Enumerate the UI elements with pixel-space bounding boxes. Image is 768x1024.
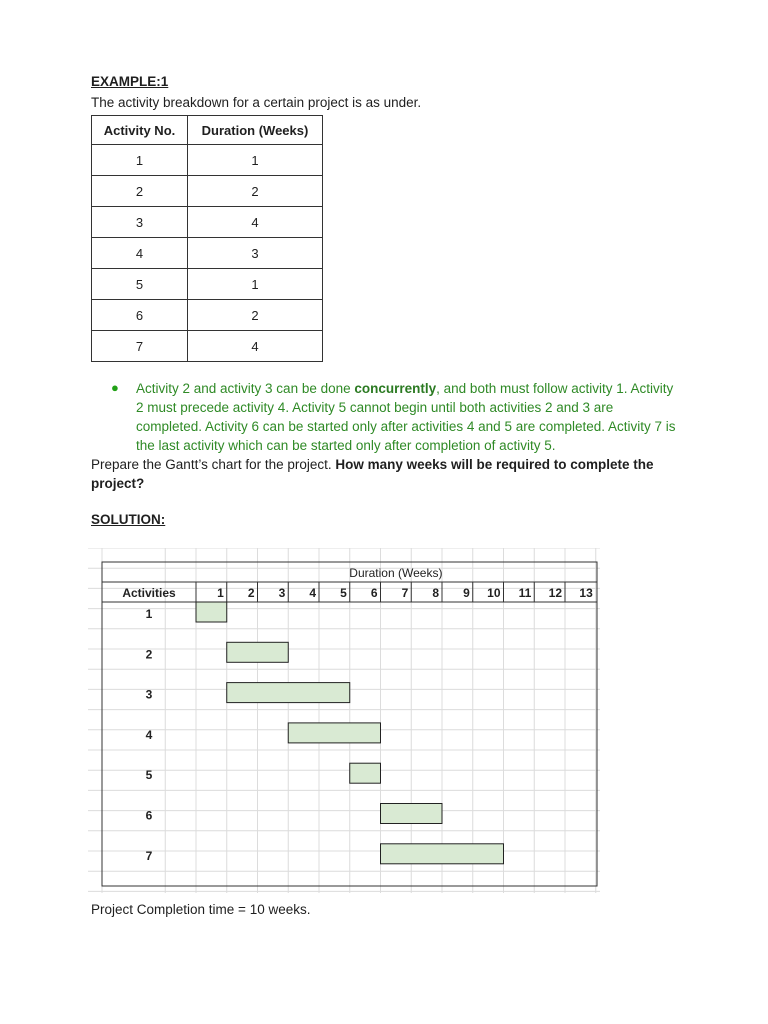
chart-title: Duration (Weeks)	[349, 566, 443, 580]
cell-duration: 4	[188, 207, 323, 238]
gantt-bar	[288, 723, 380, 743]
cell-activity: 6	[92, 300, 188, 331]
gantt-bar	[381, 804, 443, 824]
bullet-text-start: Activity 2 and activity 3 can be done	[136, 381, 355, 396]
week-label: 2	[247, 586, 255, 600]
week-label: 11	[518, 586, 532, 600]
gantt-bar	[227, 642, 289, 662]
prepare-text: Prepare the Gantt’s chart for the project.	[91, 457, 336, 472]
activity-label: 7	[145, 848, 153, 863]
cell-duration: 1	[188, 269, 323, 300]
bullet-emphasis: concurrently	[354, 381, 437, 396]
table-row	[92, 238, 323, 269]
cell-duration: 4	[188, 331, 323, 362]
table-row	[92, 176, 323, 207]
activity-label: 6	[145, 808, 153, 823]
bullet-dot-icon: ●	[111, 380, 119, 395]
completion-time-text: Project Completion time = 10 weeks.	[91, 902, 311, 917]
activity-label: 1	[145, 607, 153, 621]
week-label: 3	[278, 586, 286, 600]
table-row	[92, 269, 323, 300]
cell-activity: 7	[92, 331, 188, 362]
solution-heading: SOLUTION:	[91, 512, 166, 527]
cell-duration: 2	[188, 300, 323, 331]
week-label: 1	[217, 586, 224, 600]
activity-label: 5	[145, 768, 153, 783]
table-row	[92, 331, 323, 362]
cell-activity: 4	[92, 238, 188, 269]
gantt-chart	[88, 548, 600, 893]
week-label: 4	[309, 586, 316, 600]
activity-label: 3	[145, 687, 153, 702]
bullet-text-rest: , and both must follow activity 1. Activity 2 must precede activity 4. Activity 5 cannot begin until both activities 2 and 3 are completed. Activity 6 can be started only after activities 4 and 5 are completed. Activity 7 is the last activity which can be started only after completion of activity 5.	[136, 381, 676, 453]
question-text: How many weeks will be required to complete the project?	[91, 457, 654, 491]
cell-duration: 3	[188, 238, 323, 269]
week-label: 13	[579, 586, 593, 600]
week-label: 6	[370, 586, 378, 600]
week-label: 12	[548, 586, 562, 600]
activity-label: 2	[145, 647, 153, 662]
week-label: 10	[487, 586, 501, 600]
cell-duration: 1	[188, 145, 323, 176]
table-row	[92, 145, 323, 176]
gantt-bar	[381, 844, 504, 864]
cell-activity: 1	[92, 145, 188, 176]
table-row	[92, 207, 323, 238]
week-label: 8	[432, 586, 439, 600]
activity-table	[91, 115, 323, 362]
activity-label: 4	[145, 727, 153, 742]
intro-text: The activity breakdown for a certain project is as under.	[91, 95, 422, 110]
week-label: 9	[463, 586, 470, 600]
gantt-bar	[196, 602, 227, 622]
cell-duration: 2	[188, 176, 323, 207]
week-label: 5	[340, 586, 347, 600]
row-header-label: Activities	[122, 586, 176, 600]
table-header-row	[92, 116, 323, 145]
gantt-bar	[350, 763, 381, 783]
column-header-activity: Activity No.	[92, 116, 188, 145]
question-paragraph	[91, 455, 681, 493]
gantt-bar	[227, 683, 350, 703]
dependency-notes	[136, 379, 676, 455]
cell-activity: 3	[92, 207, 188, 238]
cell-activity: 2	[92, 176, 188, 207]
cell-activity: 5	[92, 269, 188, 300]
example-heading: EXAMPLE:1	[91, 74, 169, 89]
column-header-duration: Duration (Weeks)	[188, 116, 323, 145]
table-row	[92, 300, 323, 331]
week-label: 7	[401, 586, 409, 600]
